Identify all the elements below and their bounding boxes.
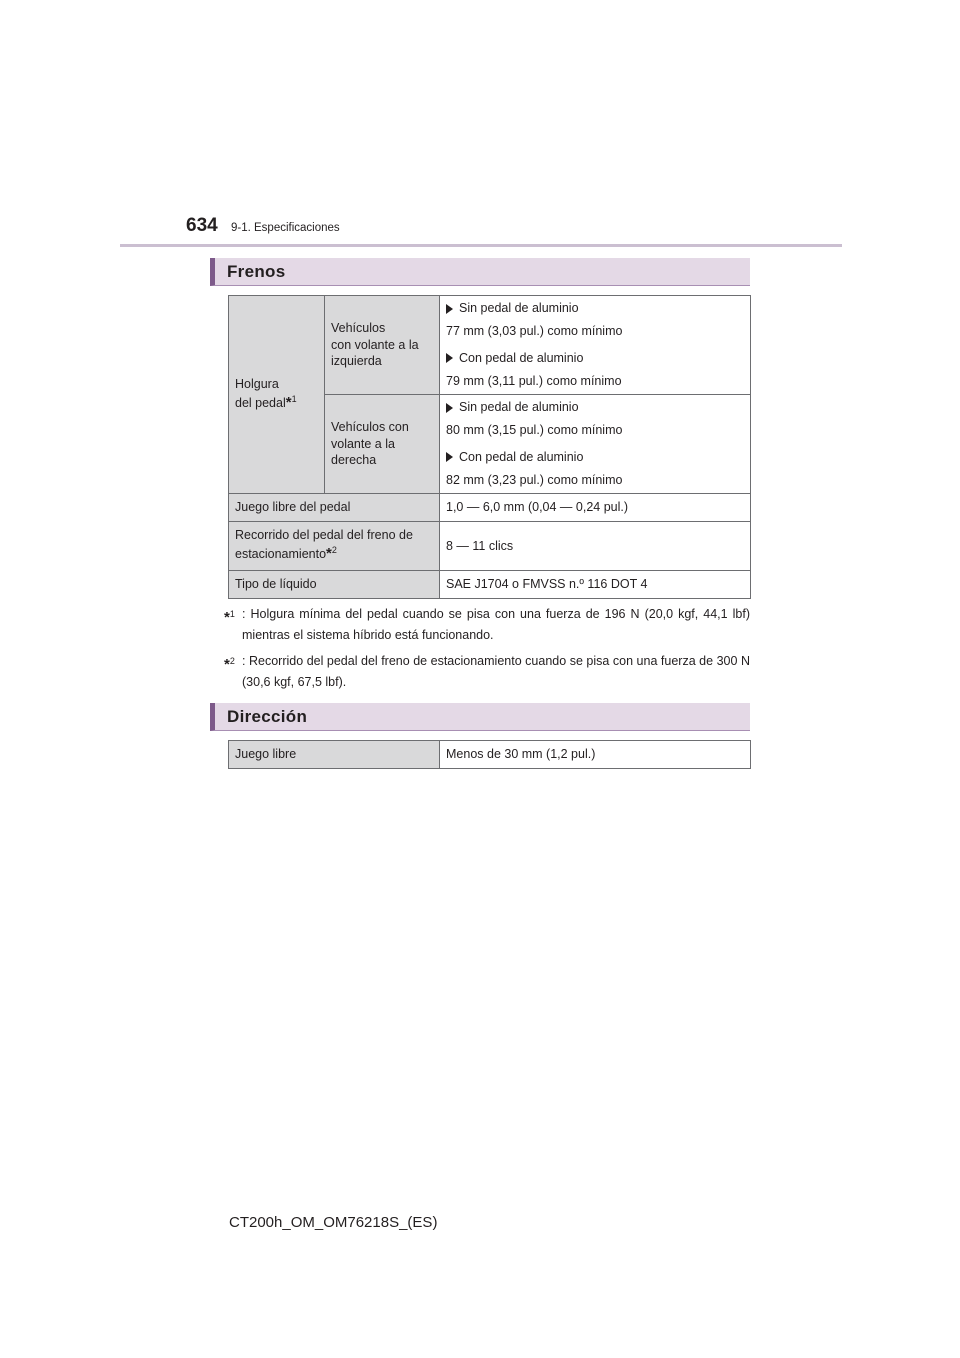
page-number: 634 (186, 215, 218, 236)
steering-spec-table (228, 740, 751, 769)
pedal-clearance-label: Holgura del pedal*$^1$ (229, 296, 325, 494)
fluid-type-label: Tipo de líquido (229, 571, 440, 599)
header-divider (120, 244, 842, 247)
chapter-title: 9-1. Especificaciones (231, 222, 340, 234)
rhd-values: Sin pedal de aluminio 80 mm (3,15 pul.) como mínimo Con pedal de aluminio 82 mm (3,23 pul.) como mínimo (440, 395, 751, 494)
brakes-title: Frenos (227, 262, 286, 281)
table-row (229, 522, 751, 571)
footnote-2: *$^2$ : Recorrido del pedal del freno de estacionamiento cuando se pisa con una fuerza de 300 N (30,6 kgf, 67,5 lbf). (224, 654, 750, 689)
free-play-value: 1,0 — 6,0 mm (0,04 — 0,24 pul.) (440, 494, 751, 522)
free-play-label: Juego libre del pedal (229, 494, 440, 522)
triangle-bullet-icon (446, 353, 453, 363)
footnote-mark: * (326, 545, 332, 563)
parking-travel-label: Recorrido del pedal del freno de estacionamiento*$^2$ (229, 522, 440, 571)
rhd-label: Vehículos con volante a la derecha (325, 395, 440, 494)
steering-free-play-label: Juego libre (229, 741, 440, 769)
triangle-bullet-icon (446, 304, 453, 314)
triangle-bullet-icon (446, 452, 453, 462)
fluid-type-value: SAE J1704 o FMVSS n.º 116 DOT 4 (440, 571, 751, 599)
steering-free-play-value: Menos de 30 mm (1,2 pul.) (440, 741, 751, 769)
parking-travel-value: 8 — 11 clics (440, 522, 751, 571)
footnote-mark: * (285, 393, 292, 411)
steering-title: Dirección (227, 707, 308, 726)
document-code: CT200h_OM_OM76218S_(ES) (229, 1214, 438, 1231)
brakes-spec-table (228, 295, 751, 599)
table-row (229, 571, 751, 599)
lhd-label: Vehículos con volante a la izquierda (325, 296, 440, 395)
table-row (229, 741, 751, 769)
section-heading-brakes (210, 258, 750, 286)
triangle-bullet-icon (446, 403, 453, 413)
table-row (229, 296, 751, 395)
section-heading-steering (210, 703, 750, 731)
lhd-values: Sin pedal de aluminio 77 mm (3,03 pul.) como mínimo Con pedal de aluminio 79 mm (3,11 pul.) como mínimo (440, 296, 751, 395)
footnote-1: *$^1$ : Holgura mínima del pedal cuando se pisa con una fuerza de 196 N (20,0 kgf, 44,1 lbf) mientras el sistema híbrido está funcionando. (224, 607, 750, 642)
table-row (229, 494, 751, 522)
